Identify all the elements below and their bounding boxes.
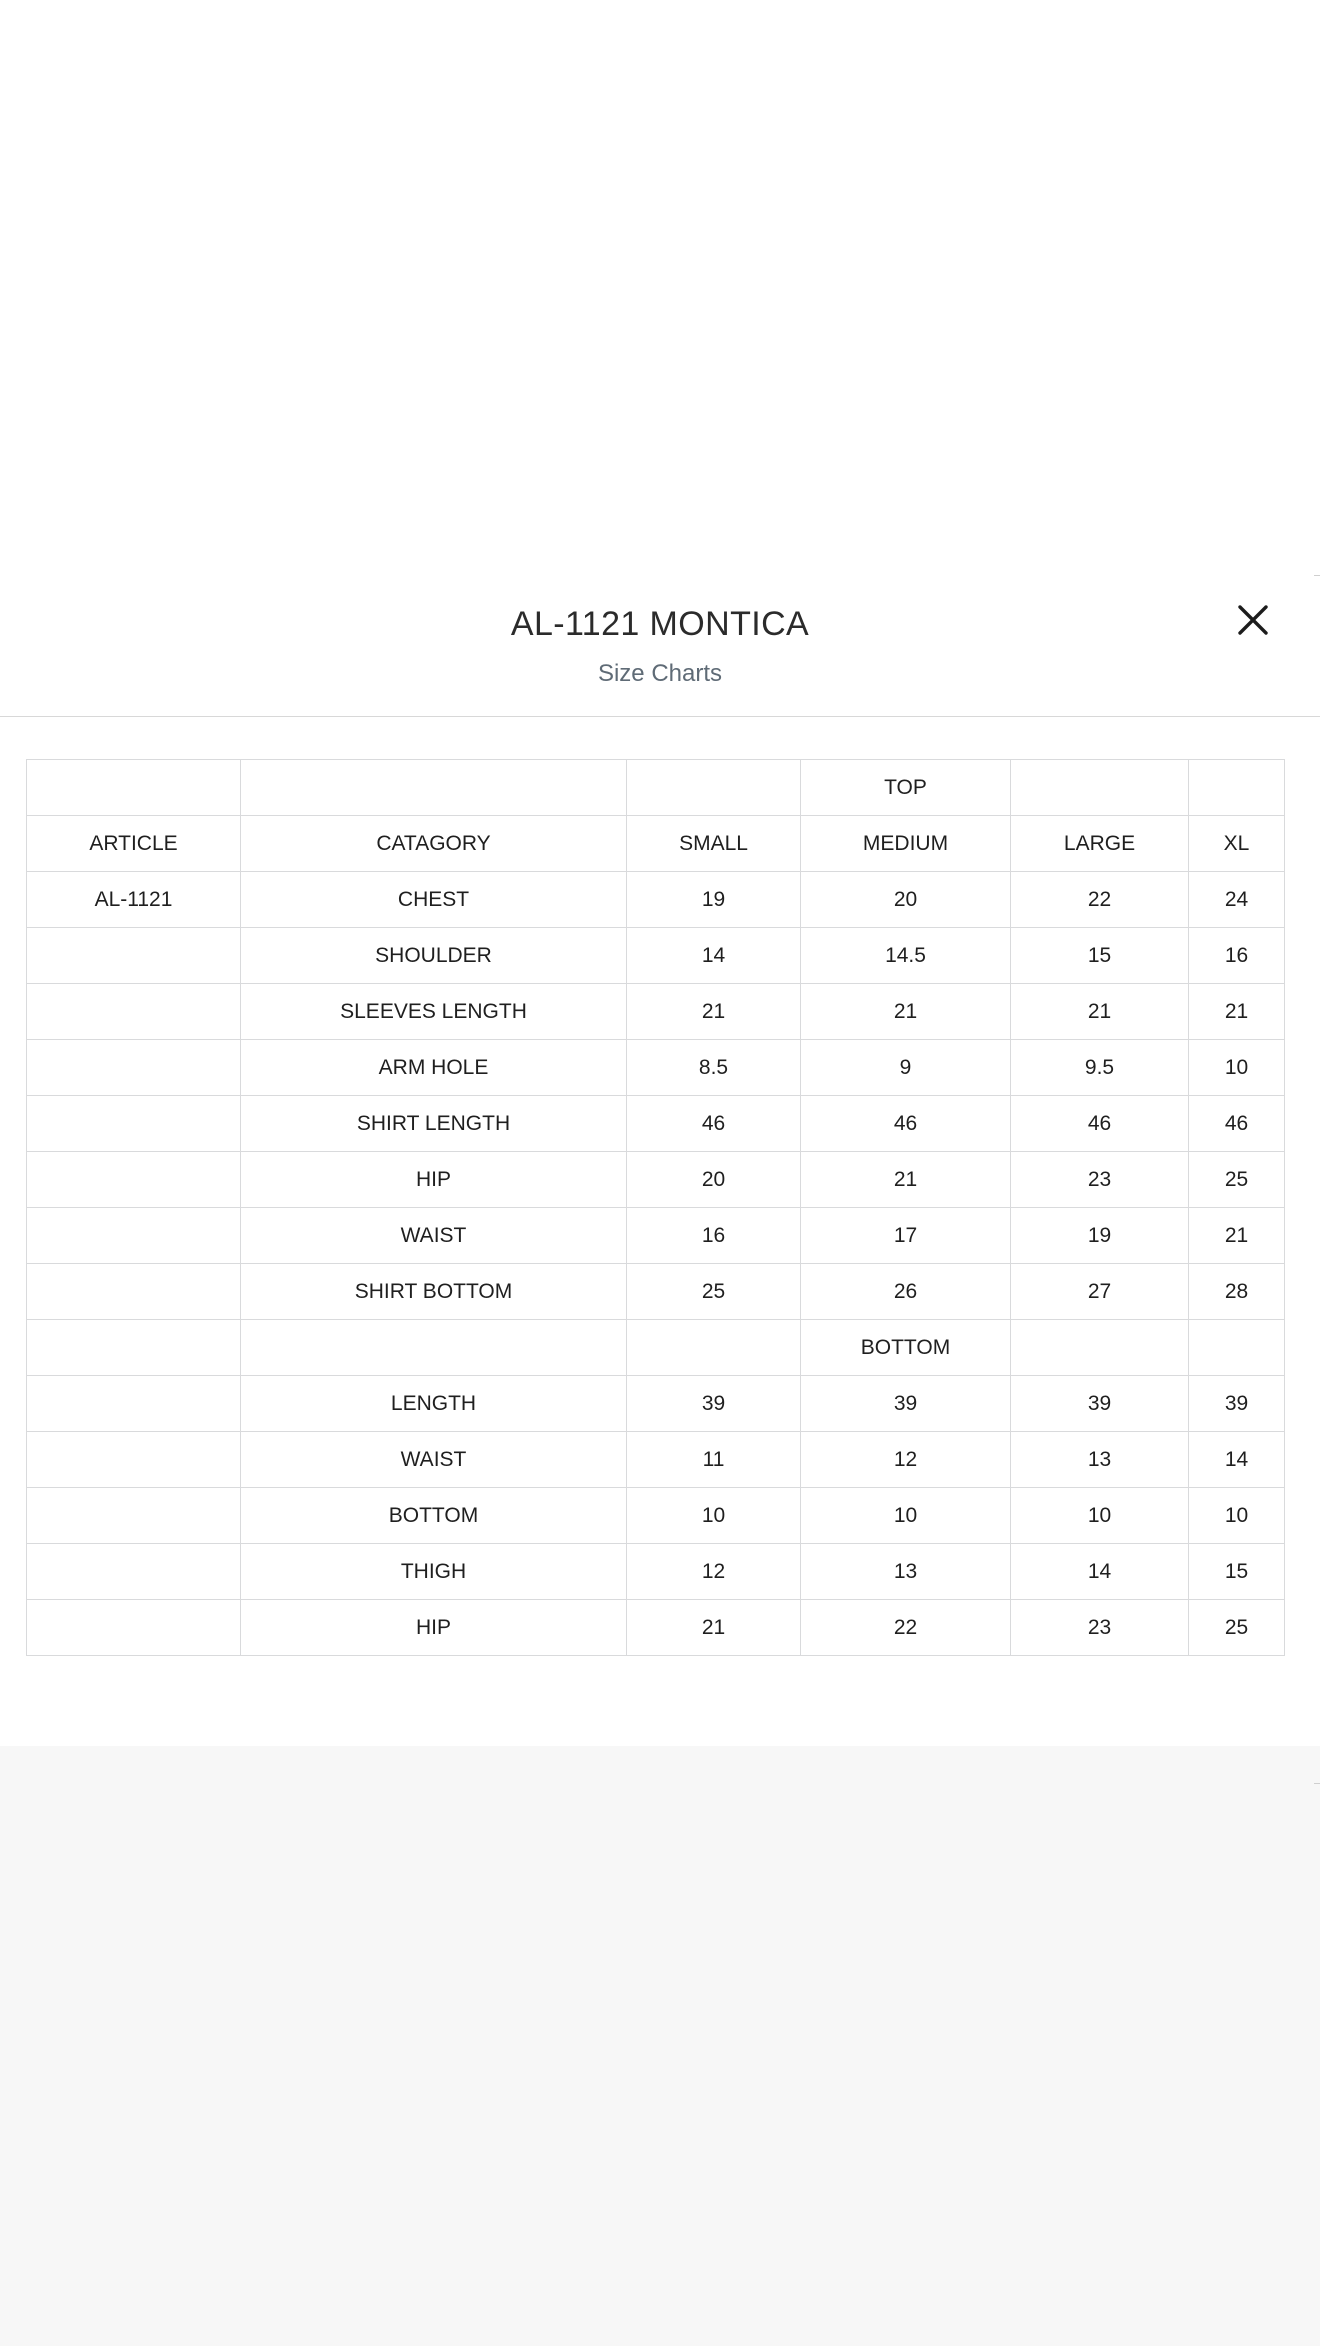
table-cell-large: 14 <box>1011 1544 1189 1600</box>
table-cell-large: LARGE <box>1011 816 1189 872</box>
table-cell-category: BOTTOM <box>241 1488 627 1544</box>
table-cell-category: SHOULDER <box>241 928 627 984</box>
table-cell-medium: MEDIUM <box>801 816 1011 872</box>
close-icon[interactable] <box>1230 597 1276 643</box>
size-chart-modal <box>0 575 1320 1746</box>
table-cell-xl: 46 <box>1189 1096 1285 1152</box>
table-cell-xl: 15 <box>1189 1544 1285 1600</box>
table-cell-xl: 21 <box>1189 984 1285 1040</box>
table-cell-medium: 26 <box>801 1264 1011 1320</box>
table-cell-small: 12 <box>627 1544 801 1600</box>
table-cell-small: 16 <box>627 1208 801 1264</box>
page-title: AL-1121 MONTICA <box>510 605 810 643</box>
table-cell-large: 46 <box>1011 1096 1189 1152</box>
table-cell-article <box>27 928 241 984</box>
table-cell-category: THIGH <box>241 1544 627 1600</box>
table-cell-large: 27 <box>1011 1264 1189 1320</box>
table-row <box>27 1040 1285 1096</box>
table-cell-xl: 16 <box>1189 928 1285 984</box>
table-row <box>27 1264 1285 1320</box>
table-cell-article <box>27 1600 241 1656</box>
table-row <box>27 928 1285 984</box>
table-cell-xl: 10 <box>1189 1040 1285 1096</box>
table-row <box>27 1096 1285 1152</box>
size-chart-table <box>26 759 1285 1656</box>
table-cell-article <box>27 1264 241 1320</box>
table-cell-xl: 14 <box>1189 1432 1285 1488</box>
table-row <box>27 1432 1285 1488</box>
modal-header <box>0 575 1320 717</box>
table-cell-large: 10 <box>1011 1488 1189 1544</box>
table-cell-xl: 25 <box>1189 1600 1285 1656</box>
table-cell-category <box>241 1320 627 1376</box>
table-cell-article <box>27 760 241 816</box>
table-cell-article: AL-1121 <box>27 872 241 928</box>
table-cell-medium: 22 <box>801 1600 1011 1656</box>
table-cell-article <box>27 1488 241 1544</box>
table-cell-article <box>27 984 241 1040</box>
table-cell-medium: 39 <box>801 1376 1011 1432</box>
modal-edge-tick-bottom <box>1314 1783 1320 1784</box>
table-row <box>27 1544 1285 1600</box>
table-cell-small: 20 <box>627 1152 801 1208</box>
table-cell-large: 23 <box>1011 1152 1189 1208</box>
table-cell-article <box>27 1544 241 1600</box>
page-backdrop-bottom <box>0 1784 1320 2346</box>
table-cell-category: SLEEVES LENGTH <box>241 984 627 1040</box>
table-cell-medium: 9 <box>801 1040 1011 1096</box>
table-row <box>27 1600 1285 1656</box>
size-chart-body <box>27 760 1285 1656</box>
table-cell-xl: 24 <box>1189 872 1285 928</box>
table-cell-article <box>27 1040 241 1096</box>
table-cell-small: 11 <box>627 1432 801 1488</box>
table-cell-article <box>27 1320 241 1376</box>
table-cell-small <box>627 1320 801 1376</box>
table-cell-medium: 13 <box>801 1544 1011 1600</box>
table-cell-medium: 14.5 <box>801 928 1011 984</box>
table-cell-xl: 28 <box>1189 1264 1285 1320</box>
table-cell-large <box>1011 760 1189 816</box>
table-cell-large: 19 <box>1011 1208 1189 1264</box>
table-cell-medium: 21 <box>801 1152 1011 1208</box>
table-cell-medium: 20 <box>801 872 1011 928</box>
table-cell-xl <box>1189 1320 1285 1376</box>
table-cell-small: 21 <box>627 1600 801 1656</box>
table-cell-category: CHEST <box>241 872 627 928</box>
table-cell-large: 21 <box>1011 984 1189 1040</box>
table-cell-xl: 39 <box>1189 1376 1285 1432</box>
table-cell-article <box>27 1376 241 1432</box>
table-cell-category: HIP <box>241 1152 627 1208</box>
table-cell-medium: 17 <box>801 1208 1011 1264</box>
table-cell-large: 15 <box>1011 928 1189 984</box>
table-cell-small: 46 <box>627 1096 801 1152</box>
table-cell-category: SHIRT BOTTOM <box>241 1264 627 1320</box>
table-cell-medium: 46 <box>801 1096 1011 1152</box>
table-cell-medium: 10 <box>801 1488 1011 1544</box>
table-cell-large <box>1011 1320 1189 1376</box>
table-cell-medium: 12 <box>801 1432 1011 1488</box>
table-row <box>27 816 1285 872</box>
table-cell-small: 19 <box>627 872 801 928</box>
table-cell-category: LENGTH <box>241 1376 627 1432</box>
table-cell-small: 25 <box>627 1264 801 1320</box>
table-cell-article <box>27 1432 241 1488</box>
table-cell-category: WAIST <box>241 1208 627 1264</box>
table-cell-xl: 21 <box>1189 1208 1285 1264</box>
table-cell-small <box>627 760 801 816</box>
table-row <box>27 1376 1285 1432</box>
table-row <box>27 984 1285 1040</box>
table-cell-medium: BOTTOM <box>801 1320 1011 1376</box>
table-row <box>27 1152 1285 1208</box>
table-row <box>27 1488 1285 1544</box>
table-cell-small: 10 <box>627 1488 801 1544</box>
table-cell-category: CATAGORY <box>241 816 627 872</box>
table-cell-small: 8.5 <box>627 1040 801 1096</box>
table-cell-small: SMALL <box>627 816 801 872</box>
table-cell-large: 23 <box>1011 1600 1189 1656</box>
modal-subtitle: Size Charts <box>597 660 723 688</box>
table-cell-category: HIP <box>241 1600 627 1656</box>
table-cell-article <box>27 1096 241 1152</box>
table-cell-large: 39 <box>1011 1376 1189 1432</box>
table-cell-xl: XL <box>1189 816 1285 872</box>
table-cell-article <box>27 1208 241 1264</box>
table-cell-small: 21 <box>627 984 801 1040</box>
table-cell-xl <box>1189 760 1285 816</box>
table-cell-xl: 10 <box>1189 1488 1285 1544</box>
table-cell-large: 13 <box>1011 1432 1189 1488</box>
table-cell-large: 22 <box>1011 872 1189 928</box>
table-row <box>27 1320 1285 1376</box>
table-cell-category: ARM HOLE <box>241 1040 627 1096</box>
table-row <box>27 1208 1285 1264</box>
table-row <box>27 760 1285 816</box>
table-cell-small: 14 <box>627 928 801 984</box>
table-row <box>27 872 1285 928</box>
size-chart-table-wrapper <box>0 717 1320 1746</box>
table-cell-small: 39 <box>627 1376 801 1432</box>
table-cell-large: 9.5 <box>1011 1040 1189 1096</box>
table-cell-medium: TOP <box>801 760 1011 816</box>
table-cell-medium: 21 <box>801 984 1011 1040</box>
modal-edge-tick-top <box>1314 575 1320 576</box>
table-cell-article <box>27 1152 241 1208</box>
table-cell-category <box>241 760 627 816</box>
table-cell-xl: 25 <box>1189 1152 1285 1208</box>
page-backdrop-top <box>0 0 1320 575</box>
table-cell-article: ARTICLE <box>27 816 241 872</box>
table-cell-category: SHIRT LENGTH <box>241 1096 627 1152</box>
table-cell-category: WAIST <box>241 1432 627 1488</box>
